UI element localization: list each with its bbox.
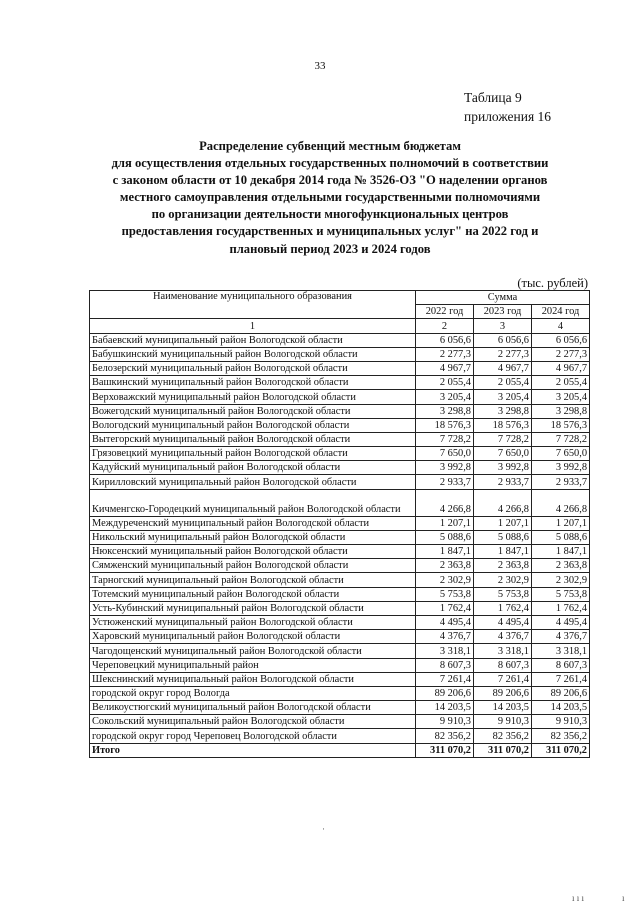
value-2023: 2 933,7 bbox=[474, 475, 532, 489]
value-2022: 2 363,8 bbox=[416, 559, 474, 573]
table-row bbox=[90, 333, 590, 347]
value-2023: 3 298,8 bbox=[474, 404, 532, 418]
municipality-name: городской округ город Вологда bbox=[90, 686, 416, 700]
value-2024: 1 762,4 bbox=[532, 601, 590, 615]
table-row bbox=[90, 489, 590, 516]
header-year-2023: 2023 год bbox=[474, 305, 532, 319]
municipality-name: городской округ город Череповец Вологодской области bbox=[90, 729, 416, 743]
value-2023: 7 650,0 bbox=[474, 447, 532, 461]
scan-mark-corner-1: ı ı ı bbox=[572, 893, 585, 903]
table-row bbox=[90, 729, 590, 743]
col-number-1: 1 bbox=[90, 319, 416, 333]
value-2024: 18 576,3 bbox=[532, 418, 590, 432]
municipality-name: Никольский муниципальный район Вологодской области bbox=[90, 530, 416, 544]
municipality-name: Бабушкинский муниципальный район Вологодской области bbox=[90, 347, 416, 361]
value-2023: 2 055,4 bbox=[474, 376, 532, 390]
value-2022: 3 298,8 bbox=[416, 404, 474, 418]
title-line: местного самоуправления отдельными государственными полномочиями bbox=[119, 190, 541, 205]
municipality-name: Сямженский муниципальный район Вологодской области bbox=[90, 559, 416, 573]
municipality-name: Междуреченский муниципальный район Вологодской области bbox=[90, 516, 416, 530]
table-row bbox=[90, 615, 590, 629]
value-2024: 2 277,3 bbox=[532, 347, 590, 361]
value-2022: 89 206,6 bbox=[416, 686, 474, 700]
value-2022: 9 910,3 bbox=[416, 715, 474, 729]
total-2024: 311 070,2 bbox=[532, 743, 590, 757]
table-row bbox=[90, 516, 590, 530]
col-number-4: 4 bbox=[532, 319, 590, 333]
value-2024: 5 753,8 bbox=[532, 587, 590, 601]
table-row bbox=[90, 432, 590, 446]
value-2022: 3 318,1 bbox=[416, 644, 474, 658]
scan-mark-bottom: · bbox=[322, 824, 325, 834]
table-row bbox=[90, 475, 590, 489]
title-line: по организации деятельности многофункциональных центров bbox=[151, 207, 509, 222]
table-row bbox=[90, 447, 590, 461]
table-row bbox=[90, 715, 590, 729]
table-row bbox=[90, 644, 590, 658]
title-line: плановый период 2023 и 2024 годов bbox=[229, 241, 431, 256]
value-2023: 5 753,8 bbox=[474, 587, 532, 601]
table-row bbox=[90, 347, 590, 361]
value-2023: 9 910,3 bbox=[474, 715, 532, 729]
table-reference bbox=[464, 88, 551, 126]
municipality-name: Великоустюгский муниципальный район Вологодской области bbox=[90, 701, 416, 715]
value-2022: 4 967,7 bbox=[416, 361, 474, 375]
value-2022: 3 992,8 bbox=[416, 461, 474, 475]
value-2023: 7 728,2 bbox=[474, 432, 532, 446]
value-2023: 4 495,4 bbox=[474, 615, 532, 629]
value-2022: 1 847,1 bbox=[416, 545, 474, 559]
value-2024: 3 992,8 bbox=[532, 461, 590, 475]
value-2023: 82 356,2 bbox=[474, 729, 532, 743]
value-2023: 2 363,8 bbox=[474, 559, 532, 573]
table-row bbox=[90, 404, 590, 418]
municipality-name: Вытегорский муниципальный район Вологодской области bbox=[90, 432, 416, 446]
value-2023: 3 992,8 bbox=[474, 461, 532, 475]
value-2023: 1 762,4 bbox=[474, 601, 532, 615]
value-2023: 14 203,5 bbox=[474, 701, 532, 715]
municipality-name: Вашкинский муниципальный район Вологодской области bbox=[90, 376, 416, 390]
value-2023: 2 302,9 bbox=[474, 573, 532, 587]
municipality-name: Вологодский муниципальный район Вологодской области bbox=[90, 418, 416, 432]
table-ref-line-2: приложения 16 bbox=[464, 109, 552, 124]
col-number-2: 2 bbox=[416, 319, 474, 333]
value-2024: 6 056,6 bbox=[532, 333, 590, 347]
table-row bbox=[90, 630, 590, 644]
table-ref-line-1: Таблица 9 bbox=[464, 90, 522, 105]
municipality-name: Тарногский муниципальный район Вологодской области bbox=[90, 573, 416, 587]
value-2022: 7 728,2 bbox=[416, 432, 474, 446]
value-2022: 5 088,6 bbox=[416, 530, 474, 544]
table-row bbox=[90, 701, 590, 715]
value-2023: 4 266,8 bbox=[474, 489, 532, 516]
total-2023: 311 070,2 bbox=[474, 743, 532, 757]
municipality-name: Белозерский муниципальный район Вологодской области bbox=[90, 361, 416, 375]
value-2024: 2 933,7 bbox=[532, 475, 590, 489]
value-2023: 7 261,4 bbox=[474, 672, 532, 686]
value-2022: 8 607,3 bbox=[416, 658, 474, 672]
value-2022: 2 277,3 bbox=[416, 347, 474, 361]
value-2024: 9 910,3 bbox=[532, 715, 590, 729]
value-2022: 4 376,7 bbox=[416, 630, 474, 644]
value-2023: 1 207,1 bbox=[474, 516, 532, 530]
municipality-name: Сокольский муниципальный район Вологодской области bbox=[90, 715, 416, 729]
table-row bbox=[90, 390, 590, 404]
value-2024: 4 376,7 bbox=[532, 630, 590, 644]
municipality-name: Усть-Кубинский муниципальный район Вологодской области bbox=[90, 601, 416, 615]
value-2022: 5 753,8 bbox=[416, 587, 474, 601]
value-2023: 18 576,3 bbox=[474, 418, 532, 432]
value-2024: 1 207,1 bbox=[532, 516, 590, 530]
value-2022: 1 207,1 bbox=[416, 516, 474, 530]
value-2024: 14 203,5 bbox=[532, 701, 590, 715]
title-line: Распределение субвенций местным бюджетам bbox=[199, 139, 461, 153]
value-2024: 2 363,8 bbox=[532, 559, 590, 573]
value-2022: 4 266,8 bbox=[416, 489, 474, 516]
municipality-name: Кичменгско-Городецкий муниципальный район Вологодской области bbox=[90, 489, 416, 516]
municipality-name: Шекснинский муниципальный район Вологодской области bbox=[90, 672, 416, 686]
table-row bbox=[90, 461, 590, 475]
value-2024: 2 302,9 bbox=[532, 573, 590, 587]
value-2024: 3 205,4 bbox=[532, 390, 590, 404]
value-2024: 3 298,8 bbox=[532, 404, 590, 418]
table-row bbox=[90, 672, 590, 686]
header-name: Наименование муниципального образования bbox=[90, 291, 416, 319]
units-label: (тыс. рублей) bbox=[517, 276, 588, 290]
value-2024: 4 266,8 bbox=[532, 489, 590, 516]
value-2022: 1 762,4 bbox=[416, 601, 474, 615]
value-2023: 6 056,6 bbox=[474, 333, 532, 347]
value-2024: 7 650,0 bbox=[532, 447, 590, 461]
value-2024: 1 847,1 bbox=[532, 545, 590, 559]
value-2024: 5 088,6 bbox=[532, 530, 590, 544]
municipality-name: Устюженский муниципальный район Вологодской области bbox=[90, 615, 416, 629]
value-2024: 8 607,3 bbox=[532, 658, 590, 672]
value-2024: 4 495,4 bbox=[532, 615, 590, 629]
total-label: Итого bbox=[90, 743, 416, 757]
value-2024: 4 967,7 bbox=[532, 361, 590, 375]
value-2022: 7 261,4 bbox=[416, 672, 474, 686]
value-2024: 82 356,2 bbox=[532, 729, 590, 743]
column-number-row bbox=[90, 319, 590, 333]
value-2023: 89 206,6 bbox=[474, 686, 532, 700]
subvention-table bbox=[89, 290, 590, 758]
value-2024: 3 318,1 bbox=[532, 644, 590, 658]
municipality-name: Бабаевский муниципальный район Вологодской области bbox=[90, 333, 416, 347]
document-title bbox=[80, 138, 580, 258]
value-2022: 7 650,0 bbox=[416, 447, 474, 461]
table-row bbox=[90, 361, 590, 375]
value-2023: 2 277,3 bbox=[474, 347, 532, 361]
table-row bbox=[90, 418, 590, 432]
table-row bbox=[90, 530, 590, 544]
municipality-name: Вожегодский муниципальный район Вологодской области bbox=[90, 404, 416, 418]
header-sum: Сумма bbox=[416, 291, 590, 305]
scan-mark-corner-2: ı bbox=[622, 893, 625, 903]
municipality-name: Грязовецкий муниципальный район Вологодской области bbox=[90, 447, 416, 461]
value-2024: 89 206,6 bbox=[532, 686, 590, 700]
table-body bbox=[90, 333, 590, 743]
total-2022: 311 070,2 bbox=[416, 743, 474, 757]
table-row bbox=[90, 545, 590, 559]
value-2024: 7 728,2 bbox=[532, 432, 590, 446]
value-2023: 4 376,7 bbox=[474, 630, 532, 644]
value-2022: 6 056,6 bbox=[416, 333, 474, 347]
value-2022: 2 933,7 bbox=[416, 475, 474, 489]
municipality-name: Кирилловский муниципальный район Вологодской области bbox=[90, 475, 416, 489]
value-2023: 4 967,7 bbox=[474, 361, 532, 375]
title-line: для осуществления отдельных государственных полномочий в соответствии bbox=[111, 156, 549, 171]
municipality-name: Нюксенский муниципальный район Вологодской области bbox=[90, 545, 416, 559]
table-row bbox=[90, 573, 590, 587]
page-number: 33 bbox=[314, 60, 326, 72]
municipality-name: Череповецкий муниципальный район bbox=[90, 658, 416, 672]
municipality-name: Кадуйский муниципальный район Вологодской области bbox=[90, 461, 416, 475]
table-row bbox=[90, 376, 590, 390]
municipality-name: Тотемский муниципальный район Вологодской области bbox=[90, 587, 416, 601]
value-2022: 14 203,5 bbox=[416, 701, 474, 715]
value-2023: 1 847,1 bbox=[474, 545, 532, 559]
table-row bbox=[90, 601, 590, 615]
table-row bbox=[90, 559, 590, 573]
municipality-name: Чагодощенский муниципальный район Вологодской области bbox=[90, 644, 416, 658]
value-2022: 4 495,4 bbox=[416, 615, 474, 629]
municipality-name: Харовский муниципальный район Вологодской области bbox=[90, 630, 416, 644]
value-2023: 3 318,1 bbox=[474, 644, 532, 658]
value-2024: 7 261,4 bbox=[532, 672, 590, 686]
value-2023: 3 205,4 bbox=[474, 390, 532, 404]
header-year-2024: 2024 год bbox=[532, 305, 590, 319]
table-row bbox=[90, 658, 590, 672]
table-row bbox=[90, 686, 590, 700]
header-row-1 bbox=[90, 291, 590, 305]
value-2023: 8 607,3 bbox=[474, 658, 532, 672]
municipality-name: Верховажский муниципальный район Вологодской области bbox=[90, 390, 416, 404]
title-line: с законом области от 10 декабря 2014 года № 3526-ОЗ "О наделении органов bbox=[112, 173, 548, 188]
value-2022: 3 205,4 bbox=[416, 390, 474, 404]
value-2022: 82 356,2 bbox=[416, 729, 474, 743]
value-2022: 2 302,9 bbox=[416, 573, 474, 587]
value-2022: 2 055,4 bbox=[416, 376, 474, 390]
total-row bbox=[90, 743, 590, 757]
col-number-3: 3 bbox=[474, 319, 532, 333]
value-2022: 18 576,3 bbox=[416, 418, 474, 432]
value-2023: 5 088,6 bbox=[474, 530, 532, 544]
title-line: предоставления государственных и муниципальных услуг" на 2022 год и bbox=[121, 224, 539, 239]
value-2024: 2 055,4 bbox=[532, 376, 590, 390]
header-year-2022: 2022 год bbox=[416, 305, 474, 319]
table-row bbox=[90, 587, 590, 601]
